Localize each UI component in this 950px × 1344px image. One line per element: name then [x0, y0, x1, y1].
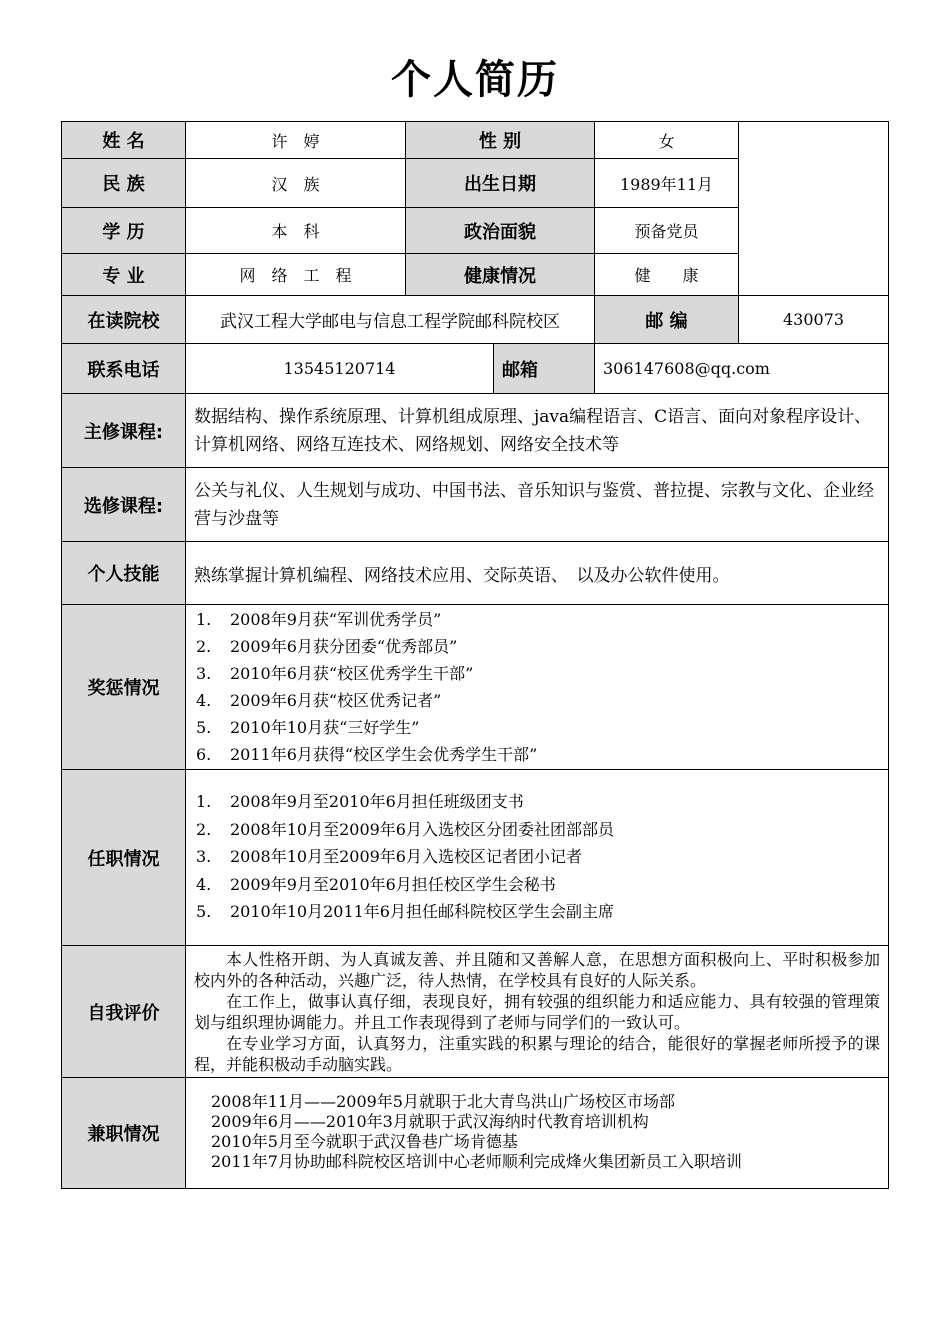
main-courses-value: 数据结构、操作系统原理、计算机组成原理、java编程语言、C语言、面向对象程序设计、计算机网络、网络互连技术、网络规划、网络安全技术等	[185, 393, 889, 468]
gender-value: 女	[594, 121, 739, 159]
phone-value: 13545120714	[185, 343, 494, 394]
education-label: 学 历	[61, 207, 186, 254]
main-courses-label: 主修课程:	[61, 393, 186, 468]
photo-area	[738, 121, 889, 296]
school-value: 武汉工程大学邮电与信息工程学院邮科院校区	[185, 295, 595, 344]
health-label: 健康情况	[405, 253, 595, 296]
list-item: 5. 2010年10月获“三好学生”	[196, 718, 420, 737]
part-time-list	[185, 1077, 889, 1189]
self-eval-paragraph: 在专业学习方面，认真努力，注重实践的积累与理论的结合，能很好的掌握老师所授予的课程，并能积极动手动脑实践。	[194, 1034, 880, 1074]
skills-label: 个人技能	[61, 541, 186, 605]
list-item: 2008年11月——2009年5月就职于北大青鸟洪山广场校区市场部	[211, 1092, 675, 1111]
name-label: 姓 名	[61, 121, 186, 159]
list-item: 4. 2009年9月至2010年6月担任校区学生会秘书	[196, 874, 556, 894]
elective-courses-value: 公关与礼仪、人生规划与成功、中国书法、音乐知识与鉴赏、普拉提、宗教与文化、企业经营与沙盘等	[185, 467, 889, 542]
self-eval-text	[185, 945, 889, 1078]
name-value: 许 婷	[185, 121, 406, 159]
self-eval-paragraph: 本人性格开朗、为人真诚友善、并且随和又善解人意，在思想方面积极向上、平时积极参加校内外的各种活动，兴趣广泛，待人热情，在学校具有良好的人际关系。	[194, 950, 880, 990]
list-item: 2010年5月至今就职于武汉鲁巷广场肯德基	[211, 1132, 518, 1151]
skills-value: 熟练掌握计算机编程、网络技术应用、交际英语、 以及办公软件使用。	[185, 541, 889, 605]
major-value: 网 络 工 程	[185, 253, 406, 296]
list-item: 3. 2010年6月获“校区优秀学生干部”	[196, 664, 474, 683]
ethnicity-value: 汉 族	[185, 158, 406, 208]
political-value: 预备党员	[594, 207, 739, 254]
ethnicity-label: 民 族	[61, 158, 186, 208]
list-item: 1. 2008年9月至2010年6月担任班级团支书	[196, 792, 524, 811]
page-title: 个人简历	[391, 57, 559, 103]
postcode-value: 430073	[738, 295, 889, 344]
list-item: 2009年6月——2010年3月就职于武汉海纳时代教育培训机构	[211, 1112, 649, 1131]
list-item: 2011年7月协助邮科院校区培训中心老师顺利完成烽火集团新员工入职培训	[211, 1152, 742, 1171]
list-item: 3. 2008年10月至2009年6月入选校区记者团小记者	[196, 847, 582, 866]
major-label: 专 业	[61, 253, 186, 296]
list-item: 2. 2009年6月获分团委“优秀部员”	[196, 637, 458, 656]
postcode-label: 邮 编	[594, 295, 739, 344]
political-label: 政治面貌	[405, 207, 595, 254]
list-item: 4. 2009年6月获“校区优秀记者”	[196, 691, 442, 710]
education-value: 本 科	[185, 207, 406, 254]
birth-value: 1989年11月	[594, 158, 739, 208]
self-eval-label: 自我评价	[61, 945, 186, 1078]
elective-courses-label: 选修课程:	[61, 467, 186, 542]
list-item: 1. 2008年9月获“军训优秀学员”	[196, 610, 442, 629]
phone-label: 联系电话	[61, 343, 186, 394]
list-item: 5. 2010年10月2011年6月担任邮科院校区学生会副主席	[196, 902, 614, 921]
list-item: 6. 2011年6月获得“校区学生会优秀学生干部”	[196, 745, 538, 764]
gender-label: 性 别	[405, 121, 595, 159]
email-label: 邮箱	[493, 343, 595, 394]
part-time-label: 兼职情况	[61, 1077, 186, 1189]
awards-list	[185, 604, 889, 770]
email-value: 306147608@qq.com	[594, 343, 889, 394]
positions-list	[185, 769, 889, 946]
school-label: 在读院校	[61, 295, 186, 344]
birth-label: 出生日期	[405, 158, 595, 208]
awards-label: 奖惩情况	[61, 604, 186, 770]
self-eval-paragraph: 在工作上，做事认真仔细，表现良好，拥有较强的组织能力和适应能力、具有较强的管理策划与组织理协调能力。并且工作表现得到了老师与同学们的一致认可。	[194, 992, 880, 1032]
list-item: 2. 2008年10月至2009年6月入选校区分团委社团部部员	[196, 819, 614, 839]
positions-label: 任职情况	[61, 769, 186, 946]
health-value: 健 康	[594, 253, 739, 296]
